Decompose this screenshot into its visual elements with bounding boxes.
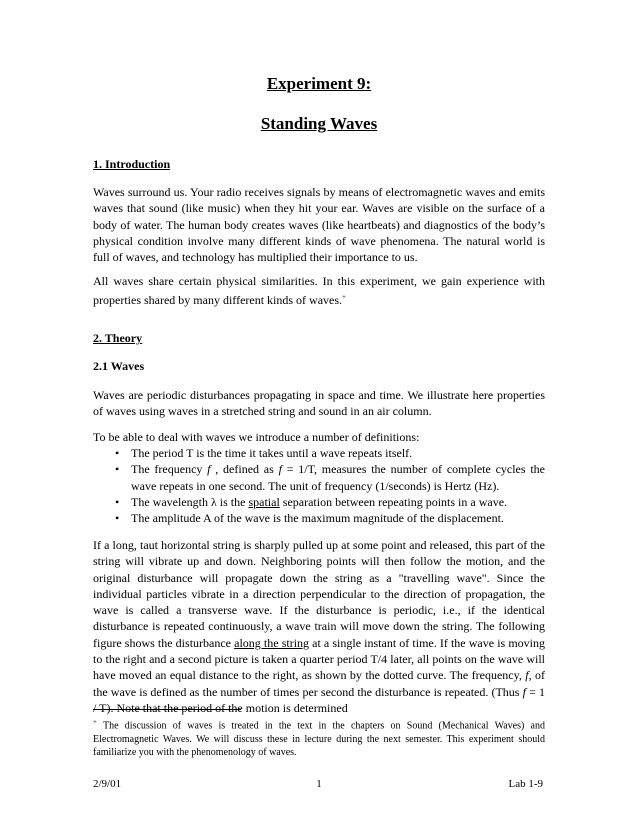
intro-paragraph-2 — [93, 273, 545, 309]
definitions-list — [93, 445, 545, 526]
footnote-divider — [93, 709, 241, 710]
underlined-text: along the string — [234, 635, 310, 650]
list-item — [93, 510, 545, 526]
list-item-text: = 1/T, measures the number of complete cycles the wave repeats in one second. The unit of frequency (1/seconds) is Hertz (Hz). — [131, 462, 545, 493]
section-heading-introduction: 1. Introduction — [93, 157, 171, 171]
underlined-text: spatial — [248, 494, 280, 509]
list-item — [93, 461, 545, 494]
frequency-symbol: f — [207, 462, 211, 477]
footer-date: 2/9/01 — [93, 778, 122, 790]
footnote — [93, 716, 545, 760]
page-title: Experiment 9: — [266, 74, 372, 93]
footnote-mark: + — [93, 718, 97, 726]
footer-page-number: 1 — [316, 778, 322, 790]
footnote-text: The discussion of waves is treated in the text in the chapters on Sound (Mechanical Waves) and Electromagnetic Waves. We will discuss these in lecture during the next semester. This experiment should familiarize you with the phenomenology of waves. — [93, 720, 545, 759]
paragraph-text: , of the wave is defined as the number of times per second the disturbance is repeated. (Thus — [93, 668, 545, 699]
list-item-text: , defined as — [210, 462, 279, 477]
frequency-symbol: f — [522, 684, 526, 699]
footer-lab-label: Lab 1-9 — [508, 778, 543, 790]
theory-paragraph-3 — [93, 537, 545, 716]
paragraph-text: = 1 / T). Note that the period of the motion is determined — [93, 684, 545, 715]
theory-paragraph-2: To be able to deal with waves we introduce a number of definitions: — [93, 430, 420, 444]
paragraph-text: at a single instant of time. If the wave is moving to the right and a second picture is taken a quarter period T/4 later, all points on the wave will have moved an equal distance to the right, as shown by the dotted curve. The frequency, — [93, 635, 545, 683]
frequency-symbol: f — [278, 462, 282, 477]
list-item-text: The period T is the time it takes until a wave repeats itself. — [131, 446, 413, 460]
frequency-symbol: f — [525, 668, 529, 683]
subsection-heading-waves: 2.1 Waves — [93, 359, 145, 373]
intro-paragraph-1: Waves surround us. Your radio receives signals by means of electromagnetic waves and emits waves that sound (like music) when they hit your ear. Waves are visible on the surface of a body of water. The human body creates waves (like heartbeats) and diagnostics of the body’s physical condition involve many different kinds of wave phenomena. The natural world is full of waves, and technology has multiplied their importance to us. — [93, 185, 545, 265]
page-subtitle: Standing Waves — [260, 114, 378, 133]
list-item-text: The frequency — [131, 462, 208, 477]
theory-paragraph-1: Waves are periodic disturbances propagating in space and time. We illustrate here properties of waves using waves in a stretched string and sound in an air column. — [93, 388, 545, 419]
bullet-icon: • — [115, 462, 120, 477]
list-item-text: The amplitude A of the wave is the maximum magnitude of the displacement. — [131, 511, 504, 526]
list-item — [93, 445, 545, 461]
list-item — [93, 494, 545, 510]
intro-paragraph-2-text: All waves share certain physical similarities. In this experiment, we gain experience with properties shared by many different kinds of waves. — [93, 274, 545, 308]
footnote-reference-mark: + — [342, 293, 346, 302]
list-item-text: The wavelength λ is the — [131, 494, 249, 509]
paragraph-text: If a long, taut horizontal string is sharply pulled up at some point and released, this part of the string will vibrate up and down. Neighboring points will then follow the motion, and the original disturbance will propagate down the string as a "travelling wave". Since the individual particles vibrate in a direction perpendicular to the direction of propagation, the wave is called a transverse wave. If the disturbance is periodic, i.e., if the identical disturbance is repeated continuously, a wave train will move down the string. The following figure shows the disturbance — [93, 538, 545, 650]
list-item-text: separation between repeating points in a wave. — [279, 494, 508, 509]
bullet-icon: • — [115, 446, 120, 460]
section-heading-theory: 2. Theory — [93, 331, 143, 345]
bullet-icon: • — [115, 494, 120, 509]
bullet-icon: • — [115, 511, 120, 526]
